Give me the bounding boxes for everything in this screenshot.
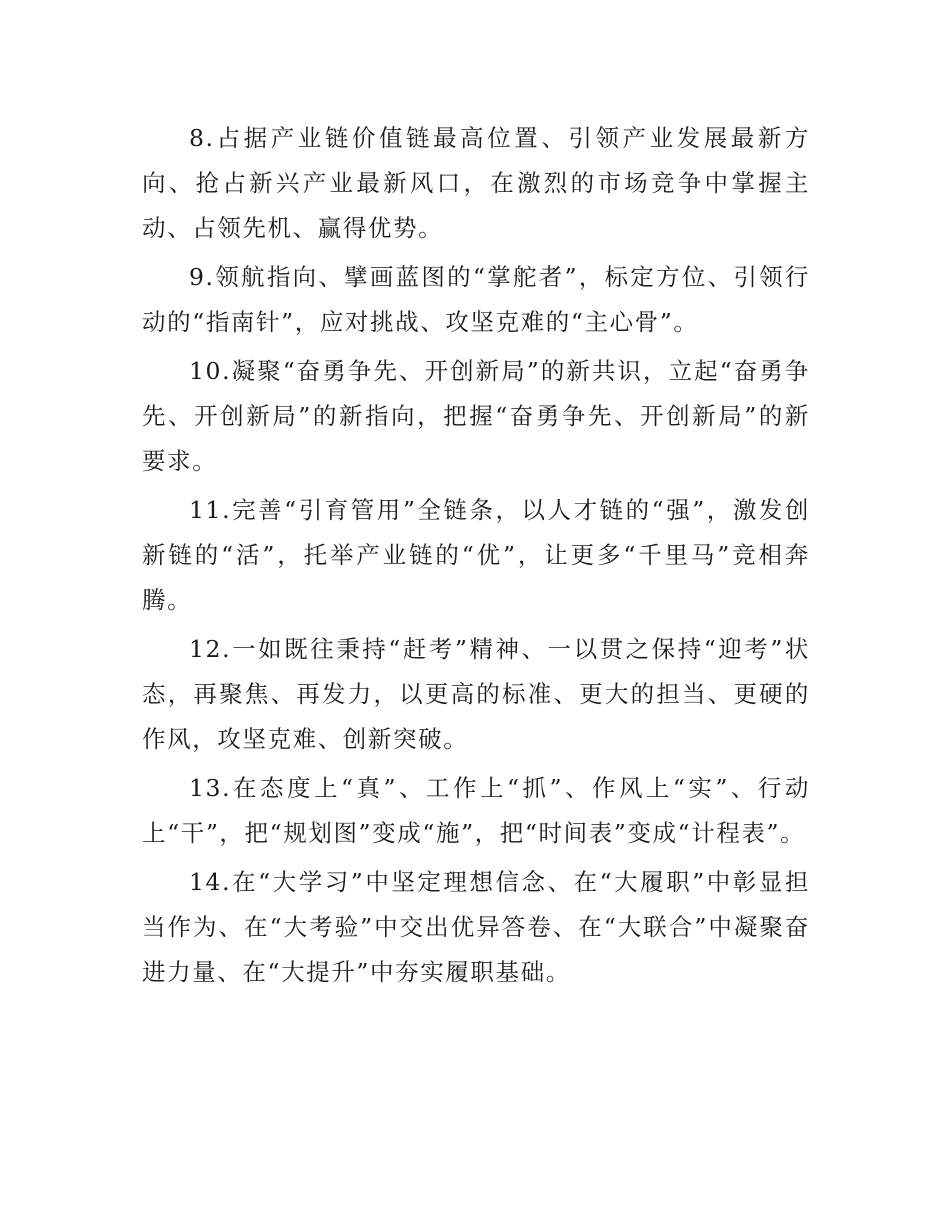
paragraph-8: 8.占据产业链价值链最高位置、引领产业发展最新方向、抢占新兴产业最新风口，在激烈的市场竞争中掌握主动、占领先机、赢得优势。 [142, 124, 810, 242]
paragraph-11: 11.完善“引育管用”全链条，以人才链的“强”，激发创新链的“活”，托举产业链的“优”，让更多“千里马”竞相奔腾。 [142, 496, 810, 614]
document-body [142, 116, 810, 999]
paragraph-12: 12.一如既往秉持“赶考”精神、一以贯之保持“迎考”状态，再聚焦、再发力，以更高的标准、更大的担当、更硬的作风，攻坚克难、创新突破。 [142, 635, 810, 753]
paragraph-14: 14.在“大学习”中坚定理想信念、在“大履职”中彰显担当作为、在“大考验”中交出优异答卷、在“大联合”中凝聚奋进力量、在“大提升”中夯实履职基础。 [142, 868, 810, 986]
paragraph-13: 13.在态度上“真”、工作上“抓”、作风上“实”、行动上“干”，把“规划图”变成“施”，把“时间表”变成“计程表”。 [142, 774, 810, 847]
paragraph-9: 9.领航指向、擘画蓝图的“掌舵者”，标定方位、引领行动的“指南针”，应对挑战、攻坚克难的“主心骨”。 [142, 263, 810, 336]
paragraph-10: 10.凝聚“奋勇争先、开创新局”的新共识，立起“奋勇争先、开创新局”的新指向，把握“奋勇争先、开创新局”的新要求。 [142, 357, 810, 475]
